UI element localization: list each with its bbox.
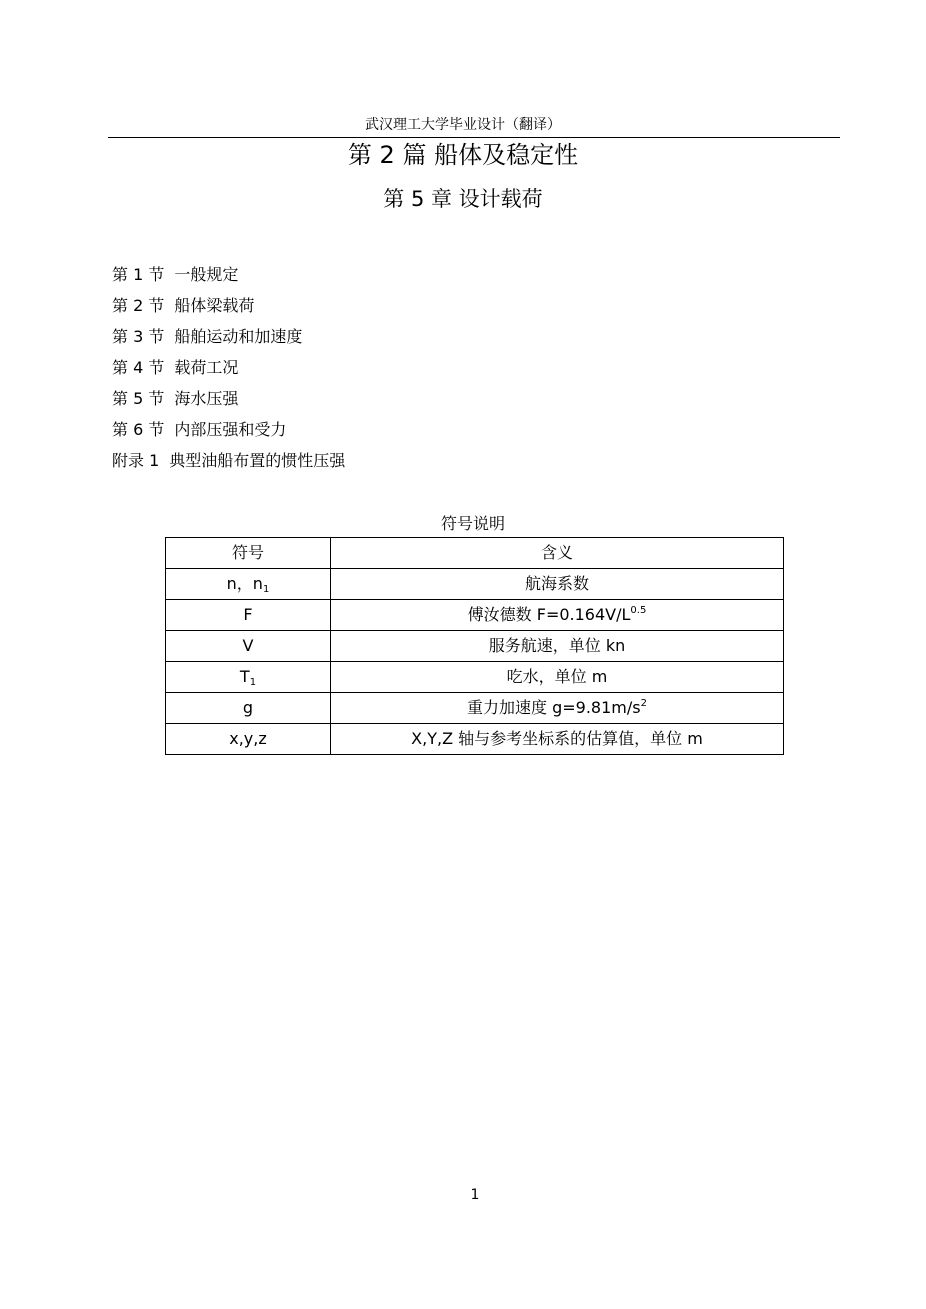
- toc-item: [112, 326, 345, 357]
- toc-item-title: 载荷工况: [174, 358, 239, 377]
- table-row: [166, 724, 784, 755]
- toc-item: [112, 264, 345, 295]
- meaning-cell: 航海系数: [331, 569, 784, 600]
- symbol-cell: V: [166, 631, 331, 662]
- symbol-cell: [166, 569, 331, 600]
- meaning-cell: X,Y,Z 轴与参考坐标系的估算值，单位 m: [331, 724, 784, 755]
- meaning-cell: 吃水，单位 m: [331, 662, 784, 693]
- chapter-title: 第 5 章 设计载荷: [383, 187, 543, 211]
- toc-item-title: 船体梁载荷: [174, 296, 255, 315]
- toc-item-title: 内部压强和受力: [174, 420, 287, 439]
- toc-item-number: 第 6 节: [112, 420, 165, 439]
- toc-item-number: 附录 1: [112, 451, 160, 470]
- table-row: [166, 662, 784, 693]
- symbols-table: [165, 537, 784, 755]
- meaning-superscript: 0.5: [630, 605, 647, 616]
- toc-item-title: 一般规定: [174, 265, 239, 284]
- symbol-text: T: [239, 667, 250, 686]
- toc-item: [112, 295, 345, 326]
- symbol-text: n，n: [226, 574, 263, 593]
- table-caption: 符号说明: [440, 514, 505, 533]
- symbol-subscript: 1: [249, 677, 257, 688]
- meaning-text: 傅汝德数 F=0.164V/L: [467, 605, 631, 624]
- toc-item: [112, 450, 345, 481]
- toc-item-number: 第 3 节: [112, 327, 165, 346]
- table-row: [166, 600, 784, 631]
- meaning-cell: [331, 600, 784, 631]
- symbol-cell: F: [166, 600, 331, 631]
- toc-item: [112, 419, 345, 450]
- header-rule: [108, 137, 840, 138]
- symbol-cell: x,y,z: [166, 724, 331, 755]
- meaning-cell: [331, 693, 784, 724]
- table-row: [166, 631, 784, 662]
- toc-item-title: 海水压强: [174, 389, 239, 408]
- toc-item-number: 第 4 节: [112, 358, 165, 377]
- meaning-cell: 服务航速，单位 kn: [331, 631, 784, 662]
- toc-item-title: 典型油船布置的惯性压强: [169, 451, 346, 470]
- header-symbol: 符号: [166, 538, 331, 569]
- header-meaning: 含义: [331, 538, 784, 569]
- toc-item-number: 第 2 节: [112, 296, 165, 315]
- toc-item: [112, 357, 345, 388]
- meaning-text: 重力加速度 g=9.81m/s: [467, 698, 641, 717]
- symbol-cell: [166, 662, 331, 693]
- meaning-superscript: 2: [640, 698, 647, 709]
- toc-item-number: 第 5 节: [112, 389, 165, 408]
- toc-item: [112, 388, 345, 419]
- page-number: 1: [470, 1187, 480, 1203]
- toc-item-number: 第 1 节: [112, 265, 165, 284]
- symbol-cell: g: [166, 693, 331, 724]
- table-of-contents: [112, 264, 345, 481]
- symbol-subscript: 1: [262, 584, 270, 595]
- toc-item-title: 船舶运动和加速度: [174, 327, 303, 346]
- table-row: [166, 693, 784, 724]
- table-row: [166, 569, 784, 600]
- running-header: 武汉理工大学毕业设计（翻译）: [365, 117, 561, 133]
- table-header-row: [166, 538, 784, 569]
- part-title: 第 2 篇 船体及稳定性: [347, 141, 579, 169]
